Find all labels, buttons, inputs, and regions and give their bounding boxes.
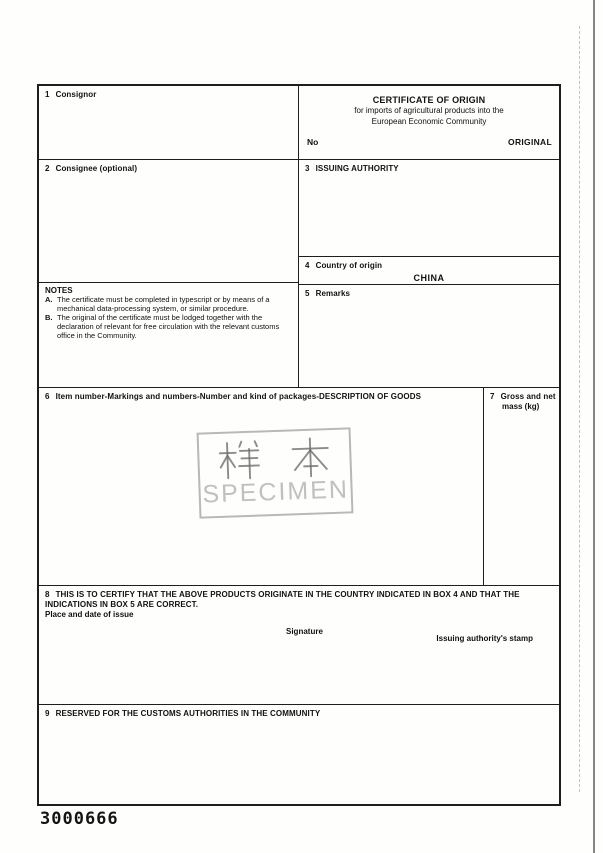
- certificate-subtitle-1: for imports of agricultural products into the: [354, 106, 504, 115]
- box-consignor: [39, 86, 299, 160]
- chinese-char-ben-icon: [289, 435, 333, 480]
- specimen-stamp-text: SPECIMEN: [201, 475, 350, 509]
- notes-title: NOTES: [45, 286, 73, 295]
- issuing-authority-stamp-label: Issuing authority's stamp: [436, 634, 533, 643]
- box-gross-net-mass-label-line2: mass (kg): [502, 402, 540, 411]
- box-issuing-authority: [299, 160, 559, 257]
- box-gross-net-mass: [484, 388, 559, 586]
- box-consignee-label: 2 Consignee (optional): [45, 164, 138, 173]
- signature-label: Signature: [286, 627, 323, 636]
- box-remarks-label: 5 Remarks: [305, 289, 351, 298]
- place-and-date-label: Place and date of issue: [45, 610, 134, 619]
- box-country-of-origin-label: 4 Country of origin: [305, 261, 383, 270]
- copy-type-label: ORIGINAL: [508, 137, 552, 147]
- page-edge-dashed-line: [579, 26, 580, 792]
- box-description-of-goods-label: 6 Item number-Markings and numbers-Number and kind of packages-DESCRIPTION OF GOODS: [45, 392, 422, 401]
- certificate-title: CERTIFICATE OF ORIGIN: [372, 95, 486, 105]
- serial-number: 3000666: [40, 809, 119, 829]
- header-block: [299, 86, 559, 160]
- note-item-b: B. The original of the certificate must be lodged together with the declaration of relevant for free circulation with the relevant customs office in the Community.: [45, 313, 280, 340]
- page-edge-line: [593, 0, 595, 853]
- notes-section: [39, 283, 299, 387]
- customs-row: [39, 704, 559, 804]
- certificate-subtitle-2: European Economic Community: [371, 117, 487, 126]
- certification-row: [39, 585, 559, 704]
- box-gross-net-mass-label: 7 Gross and net: [490, 392, 556, 401]
- certify-statement: 8 THIS IS TO CERTIFY THAT THE ABOVE PRODUCTS ORIGINATE IN THE COUNTRY INDICATED IN BOX 4 AND THAT THE INDICATIONS IN BOX 5 ARE CORRECT.: [45, 590, 520, 609]
- country-of-origin-value: CHINA: [413, 273, 445, 283]
- chinese-char-yang-icon: [217, 438, 261, 483]
- box-country-of-origin: [299, 257, 559, 285]
- specimen-stamp: [197, 427, 354, 518]
- box-remarks: [299, 285, 559, 387]
- box-consignor-label: 1 Consignor: [45, 90, 97, 99]
- box-issuing-authority-label: 3 ISSUING AUTHORITY: [305, 164, 399, 173]
- customs-reserved-label: 9 RESERVED FOR THE CUSTOMS AUTHORITIES IN THE COMMUNITY: [45, 709, 321, 718]
- box-consignee: [39, 160, 299, 283]
- certificate-no-label: No: [307, 137, 319, 147]
- box-consignor-number: 1: [45, 90, 50, 99]
- note-item-a: A. The certificate must be completed in typescript or by means of a mechanical data-processing system, or similar procedure.: [45, 295, 270, 313]
